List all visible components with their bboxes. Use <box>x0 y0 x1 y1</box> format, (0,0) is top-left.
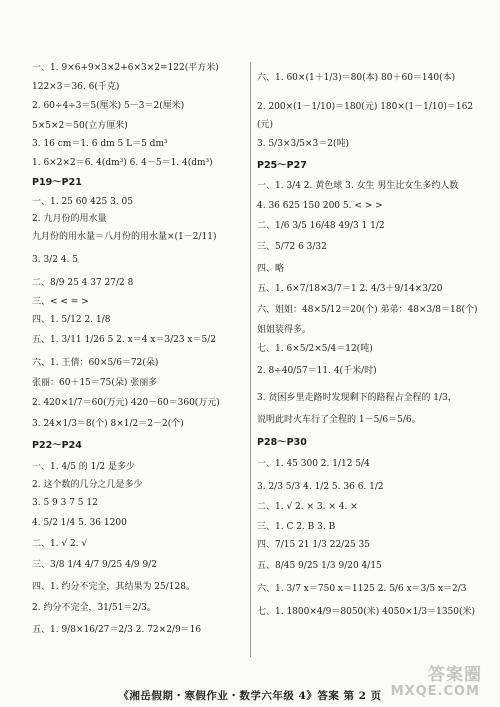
answer-line: 三、5/72 6 3/32 <box>257 242 327 252</box>
answer-line: 七、1. 6×5/2×5/4＝12(吨) <box>257 344 373 354</box>
answer-line: 2. 420×1/7＝60(万元) 420－60＝360(万元) <box>32 398 220 408</box>
answer-line: 一、1. 4/5 的 1/2 是多少 <box>32 462 135 472</box>
answer-line: 3. 3/2 4. 5 <box>32 255 78 265</box>
answer-line: 122×3＝36. 6(千克) <box>32 82 120 92</box>
answer-line: 2. 60÷4÷3＝5(厘米) 5－3＝2(厘米) <box>32 101 185 111</box>
answer-line: 五、1. 3/11 1/26 5 2. x＝4 x＝3/23 x＝5/2 <box>32 335 216 345</box>
answer-line: 5×5×2＝50(立方厘米) <box>32 121 128 131</box>
answer-line: 2. 8÷40/57＝11. 4(千米/时) <box>257 366 377 376</box>
answer-line: 七、1. 1800×4/9＝8050(米) 4050×1/3＝1350(米) <box>257 607 476 617</box>
answer-line: 六、1. 3/7 x＝750 x＝1125 2. 5/6 x＝3/5 x＝2/3 <box>257 584 467 594</box>
column-divider <box>250 62 251 657</box>
answer-line: 二、1/6 3/5 16/48 49/3 1 1/2 <box>257 221 385 231</box>
answer-line: 2. 200×(1－1/10)＝180(元) 180×(1－1/10)＝162 <box>257 102 474 112</box>
answer-line: 四、1. 5/12 2. 1/8 <box>32 315 111 325</box>
answer-line: 四、7/15 21 1/3 22/25 35 <box>257 540 370 550</box>
section-heading: P28～P30 <box>257 437 307 448</box>
answer-line: 二、1. √ 2. × 3. × 4. × <box>257 502 358 512</box>
answer-line: 一、1. 45 300 2. 1/12 5/4 <box>257 459 370 469</box>
section-heading: P22～P24 <box>32 440 82 451</box>
answer-line: 一、1. 25 60 425 3. 05 <box>32 197 134 207</box>
page-footer: 《湘岳假期・寒假作业・数学六年级 4》答案 第 2 页 <box>118 690 382 702</box>
answer-line: 三、3/8 1/4 4/7 9/25 4/9 9/2 <box>32 560 157 570</box>
answer-line: 六、姐姐：48×5/12＝20(个) 弟弟：48×3/8＝18(个) <box>257 305 478 315</box>
answer-line: 一、1. 3/4 2. 黄色球 3. 女生 男生比女生多约人数 <box>257 181 459 191</box>
answer-line: 五、8/45 9/25 1/3 9/20 4/15 <box>257 561 382 571</box>
answer-line: 五、1. 9/8×16/27＝2/3 2. 72×2/9＝16 <box>32 625 202 635</box>
answer-line: 3. 2/3 5/3 4. 1/2 5. 36 6. 1/2 <box>257 482 384 492</box>
section-heading: P19～P21 <box>32 177 82 188</box>
section-heading: P25～P27 <box>257 160 307 171</box>
answer-line: 四、略 <box>257 264 285 274</box>
answer-line: 说明此时火车行了全程的 1－5/6＝5/6。 <box>257 415 421 425</box>
answer-line: 2. 这个数的几分之几是多少 <box>32 480 143 490</box>
answer-line: 张丽：60＋15＝75(朵) 张丽多 <box>32 378 158 388</box>
answer-line: 2. 九月份的用水量 <box>32 214 107 224</box>
answer-line: 一、1. 9×6+9×3×2+6×3×2=122(平方米) <box>32 63 219 73</box>
answer-line: 九月份的用水量＝八月份的用水量×(1－2/11) <box>32 232 217 242</box>
answer-line: 二、8/9 25 4 37 27/2 8 <box>32 278 134 288</box>
answer-line: 2. 约分不完全，31/51＝2/3。 <box>32 603 156 613</box>
answer-line: 三、< < = > <box>32 297 89 307</box>
answer-line: 1. 6×2×2＝6. 4(dm³) 6. 4－5＝1. 4(dm³) <box>32 158 213 168</box>
answer-line: 三、1. C 2. B 3. B <box>257 522 336 532</box>
answer-line: 3. 24×1/3＝8(个) 8×1/2＝2－2(个) <box>32 419 184 429</box>
answer-line: 六、1. 60×(1＋1/3)＝80(本) 80＋60＝140(本) <box>257 73 456 83</box>
watermark-logo: 答案圈 <box>428 665 482 685</box>
answer-line: 3. 贫困乡里走路时发现剩下的路程占全程的 1/3， <box>257 393 457 403</box>
answer-line: 五、1. 6×7/18×3/7＝1 2. 4/3＋9/14×3/20 <box>257 284 443 294</box>
answer-line: 二、1. √ 2. √ <box>32 539 88 549</box>
answer-line: 姐姐装得多。 <box>257 325 312 335</box>
answer-line: (元) <box>257 120 274 130</box>
answer-line: 3. 5/3×3/5×3＝2(吨) <box>257 139 349 149</box>
answer-line: 六、1. 王倩：60×5/6＝72(朵) <box>32 358 159 368</box>
answer-line: 3. 5 9 3 7 5 12 <box>32 498 98 508</box>
answer-line: 3. 16 cm＝1. 6 dm 5 L＝5 dm³ <box>32 139 168 149</box>
answer-line: 4. 36 625 150 200 5. < > > <box>257 201 383 211</box>
answer-line: 四、1. 约分不完全，其结果为 25/128。 <box>32 582 195 592</box>
watermark-url: MXQE.COM <box>390 684 480 699</box>
answer-line: 4. 5/2 1/4 5. 36 1200 <box>32 518 127 528</box>
